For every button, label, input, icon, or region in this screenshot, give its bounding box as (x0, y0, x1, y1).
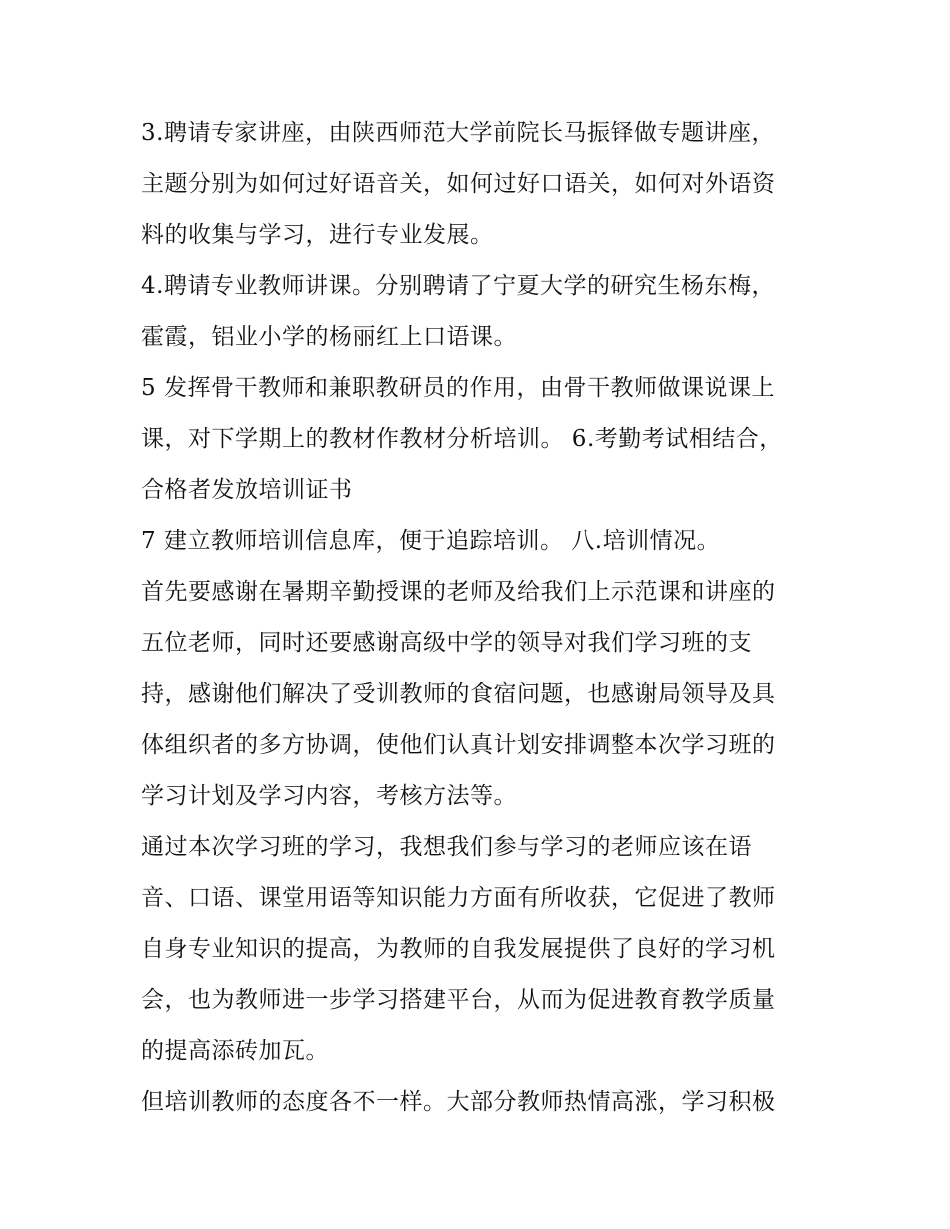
paragraph-backbone-teachers (141, 363, 816, 516)
text-line: 首先要感谢在暑期辛勤授课的老师及给我们上示范课和讲座的 (141, 579, 776, 605)
paragraph-outcomes (141, 822, 816, 1077)
text-line: 但培训教师的态度各不一样。大部分教师热情高涨，学习积极 (141, 1089, 776, 1115)
text-line: 3.聘请专家讲座，由陕西师范大学前院长马振铎做专题讲座， (141, 120, 775, 146)
paragraph-attitudes (141, 1077, 816, 1128)
text-line: 学习计划及学习内容，考核方法等。 (141, 783, 517, 809)
text-line: 的提高添砖加瓦。 (141, 1038, 329, 1064)
text-line: 会，也为教师进一步学习搭建平台，从而为促进教育教学质量 (141, 987, 776, 1013)
paragraph-thanks (141, 567, 816, 822)
text-line: 体组织者的多方协调，使他们认真计划安排调整本次学习班的 (141, 732, 776, 758)
text-line: 持，感谢他们解决了受训教师的食宿问题，也感谢局领导及具 (141, 681, 776, 707)
text-line: 5 发挥骨干教师和兼职教研员的作用，由骨干教师做课说课上 (141, 375, 775, 401)
paragraph-info-database (141, 516, 816, 567)
text-line: 霍霞，铝业小学的杨丽红上口语课。 (141, 324, 517, 350)
text-line: 音、口语、课堂用语等知识能力方面有所收获，它促进了教师 (141, 885, 776, 911)
text-line: 7 建立教师培训信息库，便于追踪培训。 八.培训情况。 (141, 528, 721, 554)
text-line: 主题分别为如何过好语音关，如何过好口语关，如何对外语资 (141, 171, 776, 197)
paragraph-expert-lecture (141, 108, 816, 261)
document-body (141, 108, 816, 1128)
text-line: 合格者发放培训证书 (141, 477, 353, 503)
text-line: 五位老师，同时还要感谢高级中学的领导对我们学习班的支 (141, 630, 752, 656)
text-line: 自身专业知识的提高，为教师的自我发展提供了良好的学习机 (141, 936, 776, 962)
text-line: 课，对下学期上的教材作教材分析培训。 6.考勤考试相结合， (141, 426, 783, 452)
text-line: 4.聘请专业教师讲课。分别聘请了宁夏大学的研究生杨东梅， (141, 273, 775, 299)
text-line: 通过本次学习班的学习，我想我们参与学习的老师应该在语 (141, 834, 752, 860)
text-line: 料的收集与学习，进行专业发展。 (141, 222, 494, 248)
paragraph-teacher-lectures (141, 261, 816, 363)
